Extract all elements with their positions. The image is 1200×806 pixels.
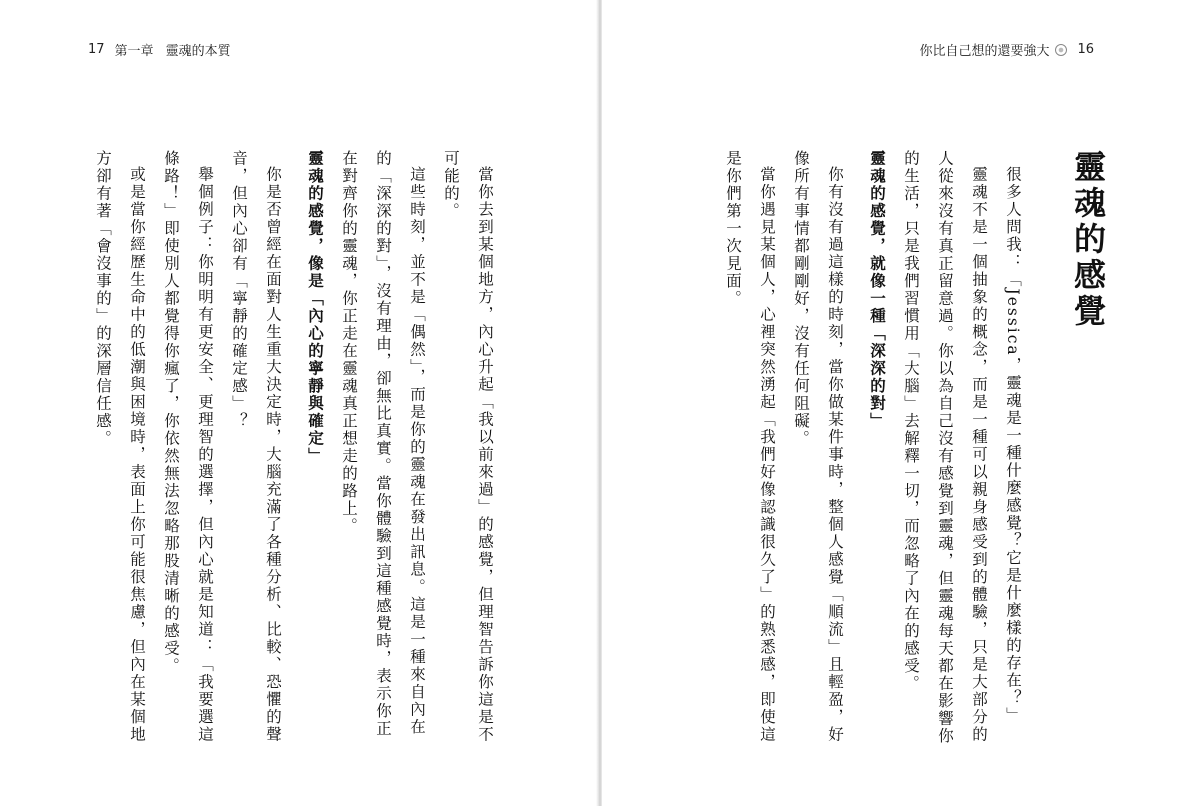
circle-ornament-icon [1055,44,1067,56]
left-paragraph-4: 舉個例子：你明明有更安全、更理智的選擇，但內心就是知道：「我要選這條路！」即使別人都覺得你瘋了，你依然無法忽略那股清晰的感受。 [162,150,214,743]
right-body-text [716,150,1108,750]
left-paragraph-2: 這些時刻，並不是「偶然」，而是你的靈魂在發出訊息。這是一種來自內在的「深深的對」，沒有理由，卻無比真實。當你體驗到這種感覺時，表示你正在對齊你的靈魂，你正走在靈魂真正想走的路上。 [340,150,426,738]
right-paragraph-3: 你有沒有過這樣的時刻，當你做某件事時，整個人感覺「順流」且輕盈，好像所有事情都剛剛好，沒有任何阻礙。 [792,150,844,743]
right-page-number: 16 [1077,42,1094,57]
left-running-head [88,40,231,59]
left-body-text [86,150,502,750]
chapter-label: 第一章 [114,44,154,59]
left-paragraph-5: 或是當你經歷生命中的低潮與困境時，表面上你可能很焦慮，但內在某個地方卻有著「會沒事的」的深層信任感。 [94,150,146,743]
right-paragraph-2: 靈魂不是一個抽象的概念，而是一種可以親身感受到的體驗，只是大部分的人從來沒有真正留意過。你以為自己沒有感覺到靈魂，但靈魂每天都在影響你的生活，只是我們習慣用「大腦」去解釋一切，而忽略了內在的感受。 [902,150,988,745]
right-paragraph-4: 當你遇見某個人，心裡突然湧起「我們好像認識很久了」的熟悉感，即使這是你們第一次見面。 [724,150,776,743]
chapter-title: 靈魂的本質 [165,44,231,59]
right-running-head [919,40,1094,59]
left-subheading: 靈魂的感覺，像是「內心的寧靜與確定」 [306,150,325,465]
right-paragraph-1: 很多人問我：「Jessica，靈魂是一種什麼感覺？它是什麼樣的存在？」 [1004,165,1022,724]
right-subheading: 靈魂的感覺，就像一種「深深的對」 [868,150,887,430]
left-page [0,0,598,806]
left-paragraph-3: 你是否曾經在面對人生重大決定時，大腦充滿了各種分析、比較、恐懼的聲音，但內心卻有「寧靜的確定感」？ [230,150,282,743]
section-heading: 靈魂的感覺 [1069,150,1107,330]
right-page [602,0,1200,806]
book-title: 你比自己想的還要強大 [919,44,1050,59]
left-page-number: 17 [88,42,105,57]
left-paragraph-1: 當你去到某個地方，內心升起「我以前來過」的感覺，但理智告訴你這是不可能的。 [442,150,494,743]
